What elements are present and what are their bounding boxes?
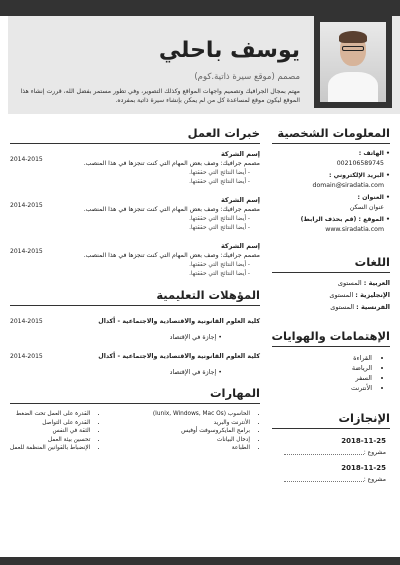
job-description: مصمم جرافيك: وصف بعض المهام التي كنت تنجزها في هذا المنصب. (83, 206, 260, 213)
email-value: domain@siradatia.com (312, 182, 384, 189)
skill-item: • الإنضباط بالقوانين المنظمة للعمل (10, 444, 90, 453)
language-row: الإنجليزية : المستوى (329, 291, 390, 299)
degree: • إجازة في الإقتصاد (169, 334, 222, 341)
languages-list (272, 279, 390, 311)
hobby-item: • القراءة (272, 353, 372, 363)
job-title: مصمم (موقع سيرة ذاتية.كوم) (194, 72, 300, 82)
hobby-item: • السفر (272, 373, 372, 383)
education-date: 2014-2015 (10, 318, 43, 325)
language-row: العربية : المستوى (337, 279, 390, 287)
achievements-list (272, 437, 390, 483)
achievements-title: الإنجازات (272, 411, 390, 429)
company-name: إسم الشركة (220, 150, 260, 158)
personal-info-title: المعلومات الشخصية (272, 126, 390, 144)
job-description: مصمم جرافيك: وصف بعض المهام التي كنت تنجزها في هذا المنصب. (83, 160, 260, 167)
phone-label: • الهاتف : (358, 150, 390, 157)
skills-grid (10, 410, 260, 453)
company-name: إسم الشركة (220, 242, 260, 250)
address-value: عنوان السكن (349, 204, 384, 211)
job-date: 2014-2015 (10, 156, 43, 163)
phone-value: 002106589745 (336, 160, 384, 167)
skill-item: • تحسين بيئة العمل (10, 436, 90, 445)
skill-item: • القدرة على التواصل (10, 419, 90, 428)
skill-item: • الحاسوب (Iunix, Windows, Mac Os) (153, 410, 250, 419)
address-label: • العنوان : (357, 194, 390, 201)
hobbies-title: الإهتمامات والهوايات (272, 329, 390, 347)
experience-item (10, 196, 260, 232)
skill-item: • الطباعة (153, 444, 250, 453)
profile-photo (320, 22, 386, 102)
achievement-date: 2018-11-25 (341, 437, 386, 445)
degree: • إجازة في الإقتصاد (169, 369, 222, 376)
resume-header (8, 16, 400, 114)
job-result: - أيضا النتائج التي حققتها. (189, 262, 250, 268)
job-result: - أيضا النتائج التي حققتها. (189, 216, 250, 222)
bottom-bar (0, 557, 400, 565)
education-list (10, 312, 260, 376)
profile-photo-frame (314, 16, 392, 108)
education-date: 2014-2015 (10, 353, 43, 360)
hobby-item: • الأنترنت (272, 383, 372, 393)
education-item (10, 312, 260, 341)
skills-title: المهارات (10, 386, 260, 404)
job-result: - أيضا النتائج التي حققتها. (189, 271, 250, 277)
achievement-item: مشروع : (272, 449, 390, 456)
job-result: - أيضا النتائج التي حققتها. (189, 170, 250, 176)
achievement-date: 2018-11-25 (341, 464, 386, 472)
experience-item (10, 150, 260, 186)
right-column (272, 126, 390, 483)
person-name: يوسف باحلي (158, 38, 300, 63)
experience-list (10, 150, 260, 278)
technical-skills-list (153, 410, 260, 453)
website-value: www.siradatia.com (325, 226, 384, 233)
skill-item: • إدخال البيانات (153, 436, 250, 445)
website-label: • الموقع : (قم بحذف الرابط) (300, 216, 390, 223)
education-title: المؤهلات التعليمية (10, 288, 260, 306)
institution-name: كلية العلوم القانونية والاقتصادية والاجتماعية - أكدال (98, 318, 260, 325)
experience-item (10, 242, 260, 278)
experience-title: خبرات العمل (10, 126, 260, 144)
profile-summary: مهتم بمجال الجرافيك وتصميم واجهات المواقع وكذلك التصوير، وفي تطور مستمر بفضل الله، قررت إنشاء هذا الموقع ليكون موقع لمساعدة كل من لم يمكن بإنشاء سيرة ذاتية بمفرده. (20, 88, 300, 104)
institution-name: كلية العلوم القانونية والاقتصادية والاجتماعية - أكدال (98, 353, 260, 360)
company-name: إسم الشركة (220, 196, 260, 204)
skill-item: • القدرة على العمل تحت الضغط (10, 410, 90, 419)
email-label: • البريد الإلكتروني : (328, 172, 390, 179)
soft-skills-list (10, 410, 100, 453)
job-description: مصمم جرافيك: وصف بعض المهام التي كنت تنجزها في هذا المنصب. (83, 252, 260, 259)
personal-info-list (272, 150, 390, 233)
skill-item: • برامج المايكروسوفت أوفيس (153, 427, 250, 436)
job-date: 2014-2015 (10, 248, 43, 255)
job-result: - أيضا النتائج التي حققتها. (189, 179, 250, 185)
hobbies-list (272, 353, 390, 393)
job-result: - أيضا النتائج التي حققتها. (189, 225, 250, 231)
skill-item: • الثقة في النفس (10, 427, 90, 436)
languages-title: اللغات (272, 255, 390, 273)
job-date: 2014-2015 (10, 202, 43, 209)
language-row: الفرنسية : المستوى (330, 303, 390, 311)
skill-item: • الأنترنت والبريد (153, 419, 250, 428)
hobby-item: • الرياضة (272, 363, 372, 373)
education-item (10, 347, 260, 376)
achievement-item: مشروع : (272, 476, 390, 483)
left-column (10, 126, 260, 453)
top-bar (0, 0, 400, 16)
